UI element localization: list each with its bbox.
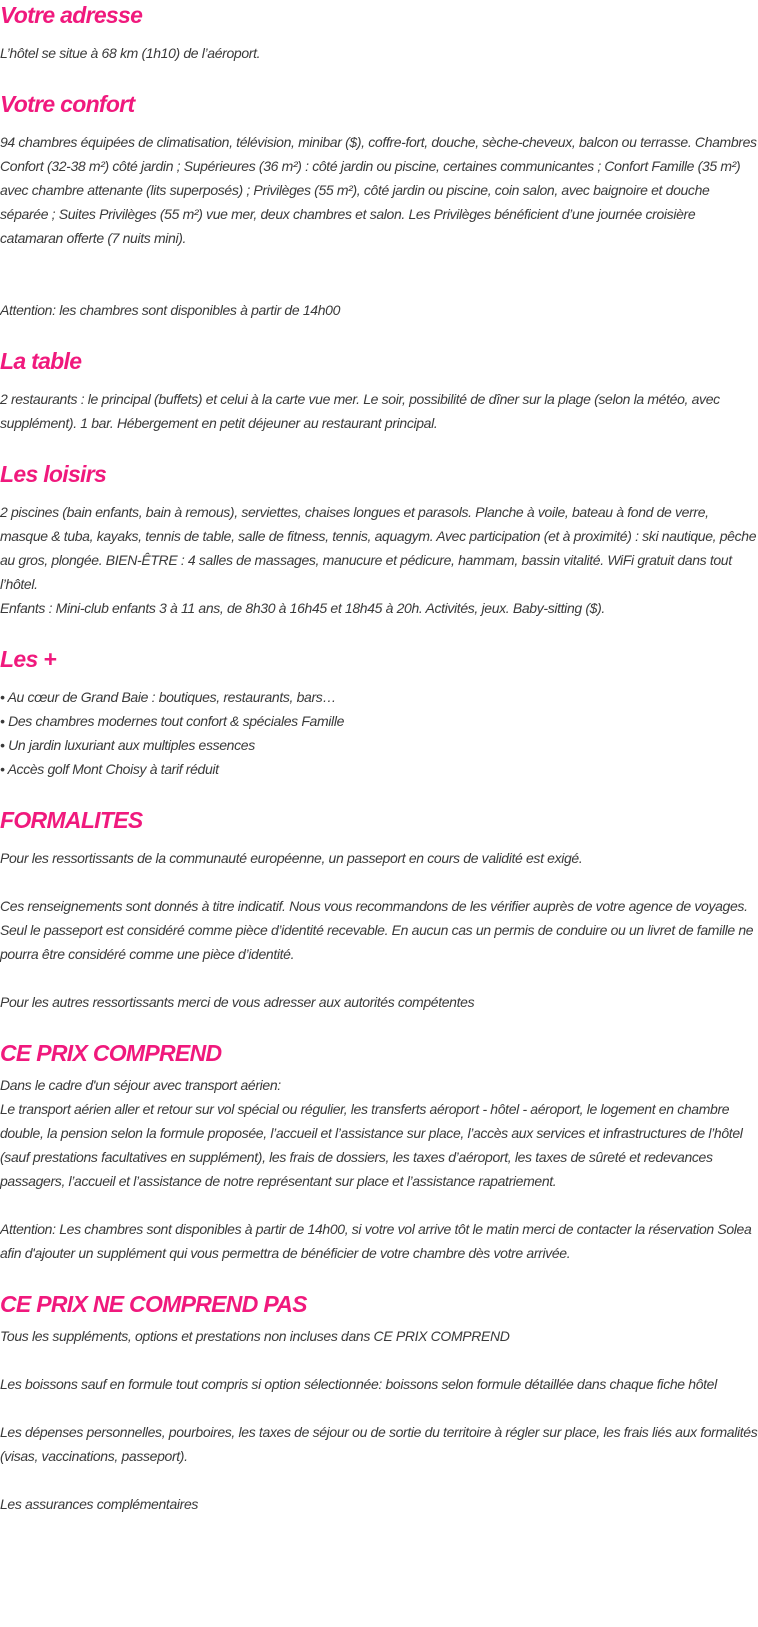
section-title-prix-comprend: CE PRIX COMPREND xyxy=(0,1040,222,1066)
section-title-prix-ne-comprend-pas: CE PRIX NE COMPREND PAS xyxy=(0,1291,307,1317)
ne-comprend-pas-supplements-text: Tous les suppléments, options et prestations non incluses dans CE PRIX COMPREND xyxy=(0,1328,510,1344)
section-prix-ne-comprend-pas xyxy=(0,1289,758,1516)
ne-comprend-pas-insurance-text: Les assurances complémentaires xyxy=(0,1496,199,1512)
ne-comprend-pas-drinks-text: Les boissons sauf en formule tout compris si option sélectionnée: boissons selon formule détaillée dans chaque fiche hôtel xyxy=(0,1376,717,1392)
section-confort xyxy=(0,89,758,322)
comprend-intro-text: Dans le cadre d'un séjour avec transport aérien: xyxy=(0,1077,281,1093)
comprend-checkin-notice: Attention: Les chambres sont disponibles à partir de 14h00, si votre vol arrive tôt le matin merci de contacter la réservation Solea afin d'ajouter un supplément qui vous permettra de bénéficier de votre chambre dès votre arrivée. xyxy=(0,1221,752,1261)
loisirs-kids-text: Enfants : Mini-club enfants 3 à 11 ans, de 8h30 à 16h45 et 18h45 à 20h. Activités, jeux. Baby-sitting ($). xyxy=(0,600,605,616)
plus-list-item: • Au cœur de Grand Baie : boutiques, restaurants, bars… xyxy=(0,689,337,705)
section-title-formalites: FORMALITES xyxy=(0,807,143,833)
section-loisirs xyxy=(0,459,758,620)
section-title-plus: Les + xyxy=(0,646,56,672)
section-adresse xyxy=(0,0,758,65)
formalites-disclaimer-text: Ces renseignements sont donnés à titre indicatif. Nous vous recommandons de les vérifier auprès de votre agence de voyages. Seul le passeport est considéré comme pièce d’identité recevable. En aucun cas un permis de conduire ou un livret de famille ne pourra être considéré comme une pièce d’identité. xyxy=(0,898,754,962)
confort-checkin-notice: Attention: les chambres sont disponibles à partir de 14h00 xyxy=(0,302,341,318)
plus-list-item: • Des chambres modernes tout confort & spéciales Famille xyxy=(0,713,345,729)
section-formalites xyxy=(0,805,758,1014)
section-title-table: La table xyxy=(0,348,82,374)
section-table xyxy=(0,346,758,435)
formalites-passport-text: Pour les ressortissants de la communauté européenne, un passeport en cours de validité est exigé. xyxy=(0,850,583,866)
section-title-confort: Votre confort xyxy=(0,91,135,117)
section-plus xyxy=(0,644,758,781)
plus-list-item: • Accès golf Mont Choisy à tarif réduit xyxy=(0,761,219,777)
ne-comprend-pas-expenses-text: Les dépenses personnelles, pourboires, les taxes de séjour ou de sortie du territoire à régler sur place, les frais liés aux formalités (visas, vaccinations, passeport). xyxy=(0,1424,758,1464)
formalites-other-nationals-text: Pour les autres ressortissants merci de vous adresser aux autorités compétentes xyxy=(0,994,475,1010)
section-title-loisirs: Les loisirs xyxy=(0,461,107,487)
plus-list-item: • Un jardin luxuriant aux multiples essences xyxy=(0,737,255,753)
confort-rooms-text: 94 chambres équipées de climatisation, télévision, minibar ($), coffre-fort, douche, sèche-cheveux, balcon ou terrasse. Chambres Confort (32-38 m²) côté jardin ; Supérieures (36 m²) : côté jardin ou piscine, certaines communicantes ; Confort Famille (35 m²) avec chambre attenante (lits superposés) ; Privilèges (55 m²), côté jardin ou piscine, coin salon, avec baignoire et douche séparée ; Suites Privilèges (55 m²) vue mer, deux chambres et salon. Les Privilèges bénéficient d’une journée croisière catamaran offerte (7 nuits mini). xyxy=(0,134,757,246)
loisirs-activities-text: 2 piscines (bain enfants, bain à remous), serviettes, chaises longues et parasols. Planche à voile, bateau à fond de verre, masque & tuba, kayaks, tennis de table, salle de fitness, tennis, aquagym. Avec participation (et à proximité) : ski nautique, pêche au gros, plongée. BIEN-ÊTRE : 4 salles de massages, manucure et pédicure, hammam, bassin vitalité. WiFi gratuit dans tout l’hôtel. xyxy=(0,504,757,592)
adresse-text: L’hôtel se situe à 68 km (1h10) de l’aéroport. xyxy=(0,45,261,61)
section-title-adresse: Votre adresse xyxy=(0,2,143,28)
table-restaurants-text: 2 restaurants : le principal (buffets) et celui à la carte vue mer. Le soir, possibilité de dîner sur la plage (selon la météo, avec supplément). 1 bar. Hébergement en petit déjeuner au restaurant principal. xyxy=(0,391,720,431)
section-prix-comprend xyxy=(0,1038,758,1265)
comprend-details-text: Le transport aérien aller et retour sur vol spécial ou régulier, les transferts aéroport - hôtel - aéroport, le logement en chambre double, la pension selon la formule proposée, l’accueil et l’assistance sur place, l’accès aux services et infrastructures de l’hôtel (sauf prestations facultatives en supplément), les frais de dossiers, les taxes d’aéroport, les taxes de sûreté et redevances passagers, l’accueil et l’assistance de notre représentant sur place et l’assistance rapatriement. xyxy=(0,1101,743,1189)
